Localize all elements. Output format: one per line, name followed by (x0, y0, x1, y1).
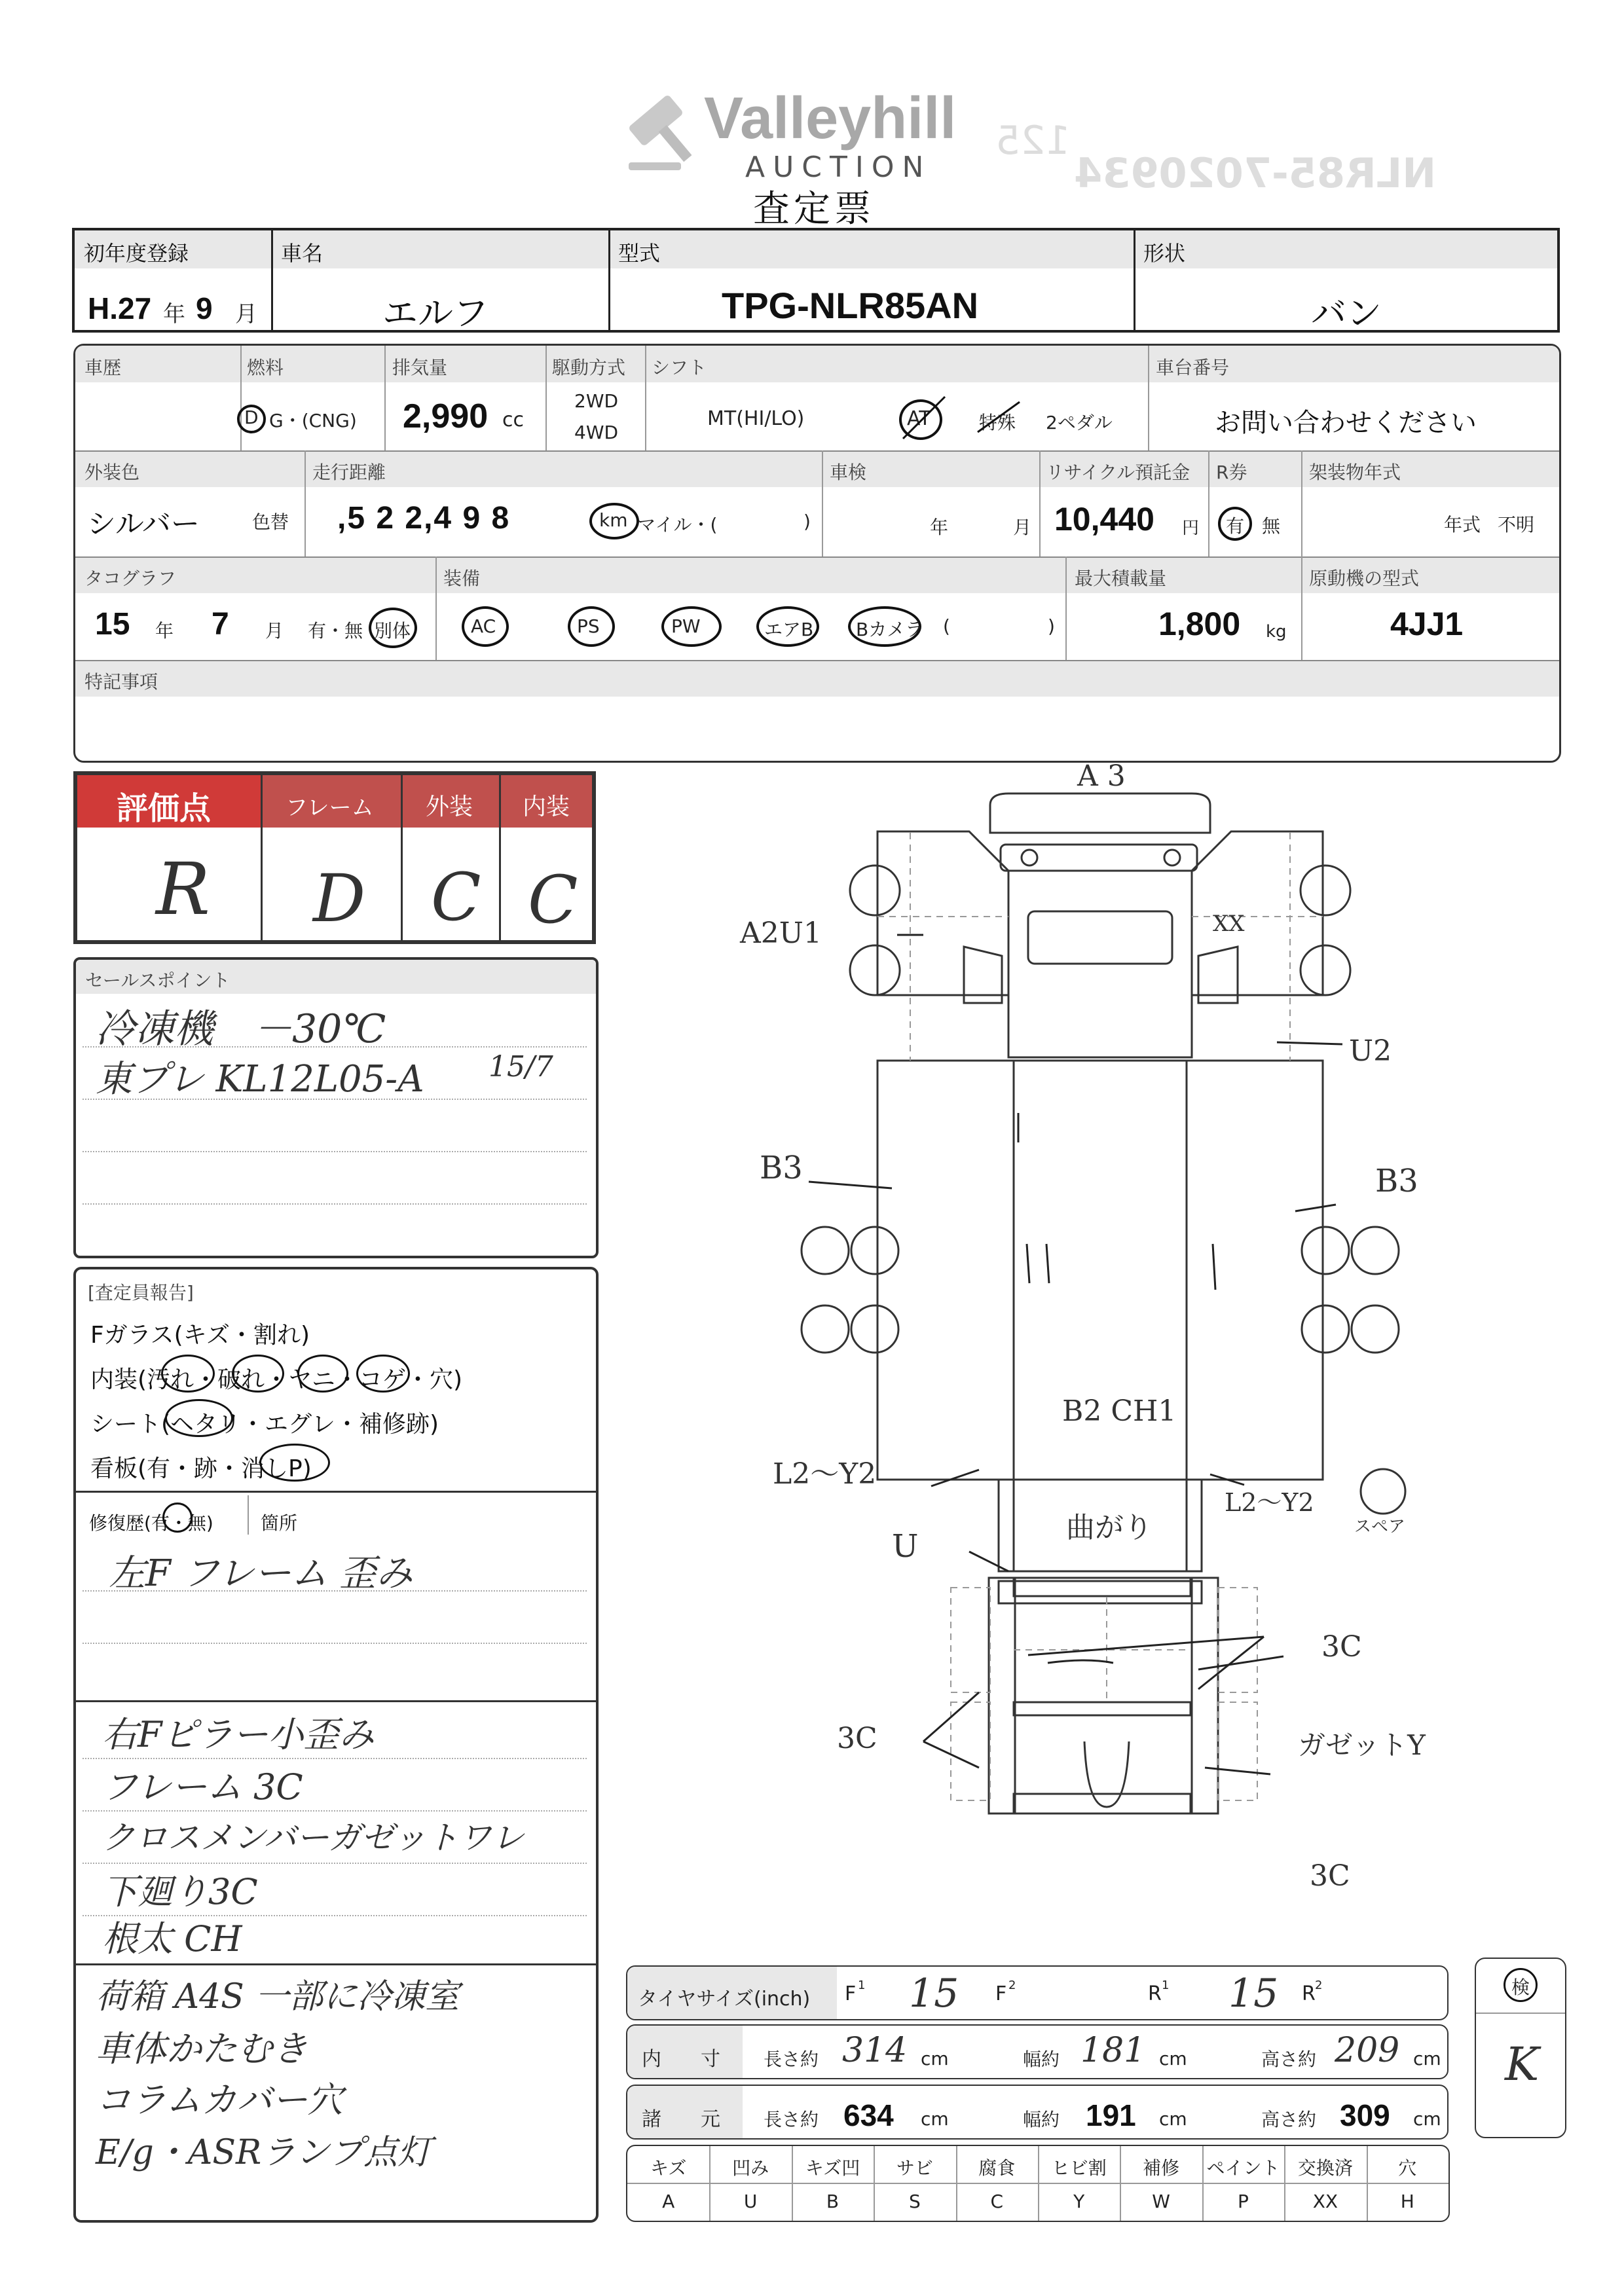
interior-item: 内装(汚れ・破れ・ヤニ・コゲ・穴) (90, 1366, 463, 1393)
outer-len-label: 長さ約 (764, 2109, 819, 2130)
signboard-item: 看板(有・跡・消しP) (90, 1455, 312, 1482)
legend-code: A (662, 2191, 675, 2212)
at-strike-icon (898, 392, 950, 444)
equip-bcam: Bカメラ (856, 619, 924, 640)
diagram-b3-left: B3 (760, 1150, 803, 1186)
repair-line1: 左F フレーム 歪み (109, 1552, 413, 1595)
tire-r1-value: 15 (1228, 1971, 1279, 2016)
logo-sub: AUCTION (745, 151, 932, 184)
recycle-unit: 円 (1182, 519, 1200, 538)
shape: バン (1311, 294, 1382, 333)
inner-hei-label: 高さ約 (1261, 2049, 1317, 2070)
diagram-a3: A 3 (1077, 759, 1126, 793)
outer-label: 諸 元 (642, 2108, 720, 2131)
sales-line1: 冷凍機 －30℃ (96, 1006, 386, 1052)
note-7: 車体かたむき (96, 2028, 308, 2069)
legend-code: H (1400, 2191, 1414, 2212)
model-label: 型式 (618, 241, 661, 266)
inner-label: 内 寸 (642, 2048, 720, 2071)
body-year-unknown: 不明 (1498, 514, 1535, 536)
taco-year-unit: 年 (155, 620, 174, 642)
load: 1,800 (1158, 606, 1241, 642)
interior-stain-circle (161, 1355, 215, 1393)
repair-label: 修復歴(有・無) (89, 1512, 213, 1534)
inspector-box (73, 1267, 599, 2223)
reg-month-unit: 月 (235, 301, 257, 327)
legend-code: W (1152, 2191, 1170, 2212)
color-label: 外装色 (84, 462, 140, 483)
r-label: R券 (1216, 462, 1247, 483)
outer-dims-box (626, 2085, 1449, 2140)
inspector-label: [査定員報告] (88, 1282, 194, 1303)
inspect-month: 月 (1013, 517, 1032, 538)
tire-f1-value: 15 (909, 1971, 959, 2016)
diagram-u: U (892, 1528, 919, 1565)
shift-special: 特殊 (979, 412, 1016, 433)
fuel-rest: G・(CNG) (269, 410, 357, 431)
reg-year-unit: 年 (163, 301, 185, 327)
logo (622, 85, 989, 190)
diagram-gusset: ガゼットY (1298, 1729, 1426, 1761)
legend-name: キズ (650, 2157, 687, 2179)
legend-code: S (908, 2191, 921, 2212)
diagram-xx: XX (1213, 911, 1245, 937)
note-4: 下廻り3C (102, 1871, 258, 1912)
seat-item: シート(ヘタリ・エグレ・補修跡) (90, 1411, 439, 1438)
legend-name: サビ (896, 2157, 933, 2179)
shift-pedal: 2ペダル (1046, 412, 1113, 433)
outer-len: 634 (843, 2098, 894, 2132)
info-block (73, 344, 1561, 763)
inspect-year: 年 (930, 517, 949, 538)
tire-r1: R (1148, 1982, 1162, 2005)
grade-label: 評価点 (117, 790, 212, 827)
inspect-box (1475, 1958, 1566, 2138)
inner-wid: 181 (1080, 2031, 1146, 2070)
legend-name: キズ凹 (805, 2157, 860, 2179)
legend-name: 穴 (1398, 2157, 1417, 2179)
outer-hei-unit: cm (1413, 2108, 1441, 2130)
legend-name: ペイント (1206, 2157, 1280, 2179)
disp-label: 排気量 (392, 357, 448, 378)
note-5: 根太 CH (102, 1918, 242, 1959)
interior-nicotine-circle (297, 1355, 348, 1393)
interior-tear-circle (232, 1355, 284, 1393)
logo-brand: Valleyhill (704, 86, 957, 151)
equip-open: ( (943, 615, 950, 637)
recycle: 10,440 (1054, 501, 1154, 538)
inner-hei: 209 (1335, 2031, 1400, 2070)
outer-hei-label: 高さ約 (1261, 2109, 1317, 2130)
mileage-label: 走行距離 (312, 462, 386, 483)
load-label: 最大積載量 (1075, 568, 1167, 589)
chassis-number: お問い合わせください (1215, 408, 1477, 438)
fuel-label: 燃料 (247, 357, 284, 378)
diagram-l2-left: L2～Y2 (773, 1457, 877, 1491)
equip-airbag: エアB (764, 619, 814, 640)
note-9: E/g・ASRランプ点灯 (96, 2133, 432, 2172)
outer-len-unit: cm (921, 2108, 949, 2130)
shape-label: 形状 (1143, 241, 1186, 266)
inspect-box-value: K (1505, 2037, 1540, 2091)
legend-name: 交換済 (1297, 2157, 1353, 2179)
place-label: 箇所 (261, 1512, 298, 1534)
name-label: 車名 (281, 241, 323, 266)
chassis-label: 車台番号 (1156, 357, 1230, 378)
signboard-erase-circle (259, 1444, 330, 1482)
equip-label: 装備 (443, 568, 481, 589)
engine-label: 原動機の型式 (1309, 568, 1420, 589)
outer-hei: 309 (1340, 2098, 1390, 2132)
inspect-box-label: 検 (1511, 1977, 1530, 1998)
inner-wid-unit: cm (1159, 2048, 1187, 2069)
legend-name: ヒビ割 (1051, 2157, 1107, 2179)
header-row (72, 228, 1560, 333)
int-label: 内装 (523, 793, 570, 820)
special-strike-icon (974, 397, 1026, 436)
drive-2wd: 2WD (574, 390, 619, 412)
body-year: 年式 (1444, 514, 1481, 536)
displacement: 2,990 (403, 397, 489, 435)
disp-unit: cc (502, 409, 524, 431)
diagram-3c-right-bottom: 3C (1310, 1859, 1350, 1893)
inner-len: 314 (842, 2031, 908, 2070)
ext-label: 外装 (426, 793, 473, 820)
r-yes: 有 (1226, 515, 1245, 537)
diagram-3c-right-top: 3C (1321, 1630, 1362, 1664)
taco-opt: 有・無 (308, 620, 363, 642)
legend-name: 腐食 (978, 2157, 1016, 2179)
taco-separate: 別体 (374, 620, 411, 642)
diagram-a2u1: A2U1 (740, 917, 822, 950)
note-2: フレーム 3C (102, 1766, 303, 1808)
taco-year: 15 (95, 607, 130, 642)
outer-wid: 191 (1086, 2098, 1136, 2132)
diagram-b3-right: B3 (1375, 1163, 1418, 1199)
outer-wid-unit: cm (1159, 2108, 1187, 2130)
diagram-b2ch1: B2 CH1 (1062, 1394, 1177, 1428)
sales-box (73, 957, 599, 1258)
sales-line2: 東プレ KL12L05-A (96, 1058, 424, 1101)
seat-sag-circle (165, 1399, 233, 1437)
reg-label: 初年度登録 (84, 241, 189, 266)
legend-name: 凹み (732, 2157, 769, 2179)
legend-name: 補修 (1143, 2157, 1180, 2179)
mile-close: ) (803, 511, 811, 532)
equip-ac: AC (471, 615, 496, 637)
tire-f1: F (845, 1982, 857, 2005)
inner-dims-box (626, 2024, 1449, 2079)
diagram-l2-right: L2～Y2 (1225, 1488, 1314, 1517)
tire-box (626, 1965, 1449, 2020)
load-unit: kg (1266, 622, 1287, 642)
note-3: クロスメンバーガゼットワレ (102, 1819, 525, 1857)
taco-month-unit: 月 (265, 620, 284, 642)
taco-month: 7 (212, 607, 229, 642)
shift-label: シフト (652, 357, 707, 378)
inner-hei-unit: cm (1413, 2048, 1441, 2069)
model: TPG-NLR85AN (722, 285, 979, 326)
inner-wid-label: 幅約 (1023, 2049, 1060, 2070)
inspect-label: 車検 (830, 462, 867, 483)
legend-code: XX (1312, 2191, 1338, 2212)
car-name: エルフ (382, 294, 489, 333)
note-6: 荷箱 A4S 一部に冷凍室 (96, 1977, 460, 2016)
tire-r2-sup: 2 (1315, 1978, 1323, 1992)
sales-line2-date: 15/7 (489, 1050, 553, 1084)
mile-unit: マイル・( (637, 514, 718, 536)
diagram-u2: U2 (1349, 1034, 1392, 1068)
ghost-chassis: NLR85-7020934 (1074, 149, 1437, 197)
ghost-number: 125 (995, 118, 1071, 164)
color: シルバー (87, 507, 200, 541)
color-change: 色替 (252, 511, 289, 533)
note-8: コラムカバー穴 (96, 2079, 343, 2121)
recycle-label: リサイクル預託金 (1046, 462, 1190, 483)
fglass-item: Fガラス(キズ・割れ) (90, 1322, 310, 1349)
diagram-3c-left: 3C (837, 1722, 877, 1755)
frame-label: フレーム (286, 795, 374, 821)
page-title: 査定票 (753, 188, 875, 230)
diagram-spare: スペア (1354, 1517, 1406, 1537)
special-label: 特記事項 (84, 671, 158, 693)
equip-close: ) (1048, 615, 1055, 637)
tire-f1-sup: 1 (858, 1978, 866, 1992)
body-year-label: 架装物年式 (1309, 462, 1401, 483)
grade-frame: D (313, 860, 366, 937)
taco-label: タコグラフ (84, 568, 177, 589)
mileage: ,5 2 2,4 9 8 (337, 501, 511, 536)
legend-code: P (1238, 2191, 1249, 2212)
drive-4wd: 4WD (574, 422, 619, 443)
shift-at: AT (907, 407, 931, 430)
note-1: 右Fピラー小歪み (102, 1714, 375, 1755)
km-unit: km (599, 509, 628, 531)
vehicle-diagram (720, 759, 1545, 1951)
diagram-bend: 曲がり (1066, 1511, 1153, 1544)
grade-score: R (156, 847, 210, 931)
tire-r2: R (1302, 1982, 1316, 2005)
tire-f2: F (995, 1982, 1007, 2005)
legend-code: Y (1073, 2191, 1085, 2212)
r-no: 無 (1262, 515, 1281, 537)
equip-pw: PW (671, 615, 701, 637)
sales-label: セールスポイント (85, 970, 231, 991)
drive-label: 駆動方式 (552, 357, 626, 378)
repair-yes-circle (162, 1503, 193, 1533)
tire-label: タイヤサイズ(inch) (638, 1988, 811, 2011)
grade-table (73, 771, 596, 944)
reg-month: 9 (196, 291, 213, 325)
tire-f2-sup: 2 (1008, 1978, 1016, 1992)
outer-wid-label: 幅約 (1023, 2109, 1060, 2130)
legend-box (626, 2145, 1450, 2222)
legend-code: B (826, 2191, 840, 2212)
gavel-icon (622, 85, 707, 177)
equip-ps: PS (577, 615, 600, 637)
fuel-d: D (244, 407, 259, 428)
inner-len-unit: cm (921, 2048, 949, 2069)
inner-len-label: 長さ約 (764, 2049, 819, 2070)
history-label: 車歴 (84, 357, 122, 378)
shift-mt: MT(HI/LO) (707, 407, 805, 430)
legend-code: C (990, 2191, 1004, 2212)
engine: 4JJ1 (1390, 606, 1464, 642)
grade-int: C (528, 862, 578, 938)
legend-code: U (743, 2191, 758, 2212)
grade-ext: C (431, 859, 481, 936)
interior-burn-circle (356, 1355, 410, 1393)
reg-era: H.27 (88, 291, 152, 325)
tire-r1-sup: 1 (1162, 1978, 1170, 1992)
